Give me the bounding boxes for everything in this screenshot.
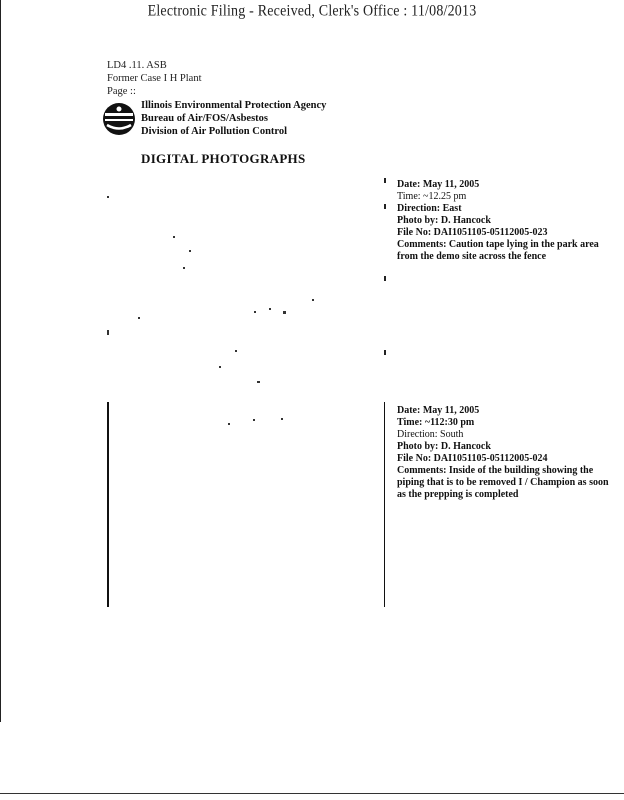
document-title: DIGITAL PHOTOGRAPHS: [141, 151, 306, 166]
photo-1-time: Time: ~12.25 pm: [397, 191, 467, 202]
photo-2: [107, 402, 385, 607]
agency-name: Illinois Environmental Protection Agency: [141, 100, 327, 111]
photo-1-direction: Direction: East: [397, 203, 462, 214]
photo-1-photographer: Photo by: D. Hancock: [397, 215, 491, 226]
photo-1-caption: [397, 179, 617, 263]
page-left-edge: [0, 0, 1, 722]
photo-2-caption: [397, 405, 617, 501]
page-label: Page ::: [107, 86, 136, 97]
photo-2-comments: Comments: Inside of the building showing the piping that is to be removed I / Champion as soon as the prepping is completed: [397, 465, 609, 500]
agency-division: Division of Air Pollution Control: [141, 126, 288, 137]
photo-2-direction: Direction: South: [397, 429, 464, 440]
document-id: LD4 .11. ASB: [107, 60, 167, 71]
case-name: Former Case I H Plant: [107, 73, 202, 84]
photo-2-time: Time: ~112:30 pm: [397, 417, 475, 428]
filing-stamp-header: Electronic Filing - Received, Clerk's Office : 11/08/2013: [147, 3, 477, 20]
agency-seal-icon: [102, 102, 136, 136]
photo-1-comments: Comments: Caution tape lying in the park area from the demo site across the fence: [397, 239, 599, 262]
photo-2-photographer: Photo by: D. Hancock: [397, 441, 491, 452]
agency-bureau: Bureau of Air/FOS/Asbestos: [141, 113, 268, 124]
photo-1-date: Date: May 11, 2005: [397, 179, 480, 190]
photo-1: [107, 178, 385, 400]
page-bottom-edge: [0, 793, 624, 794]
photo-1-file-number: File No: DAI1051105-05112005-023: [397, 227, 548, 238]
photo-2-date: Date: May 11, 2005: [397, 405, 480, 416]
photo-2-file-number: File No: DAI1051105-05112005-024: [397, 453, 548, 464]
